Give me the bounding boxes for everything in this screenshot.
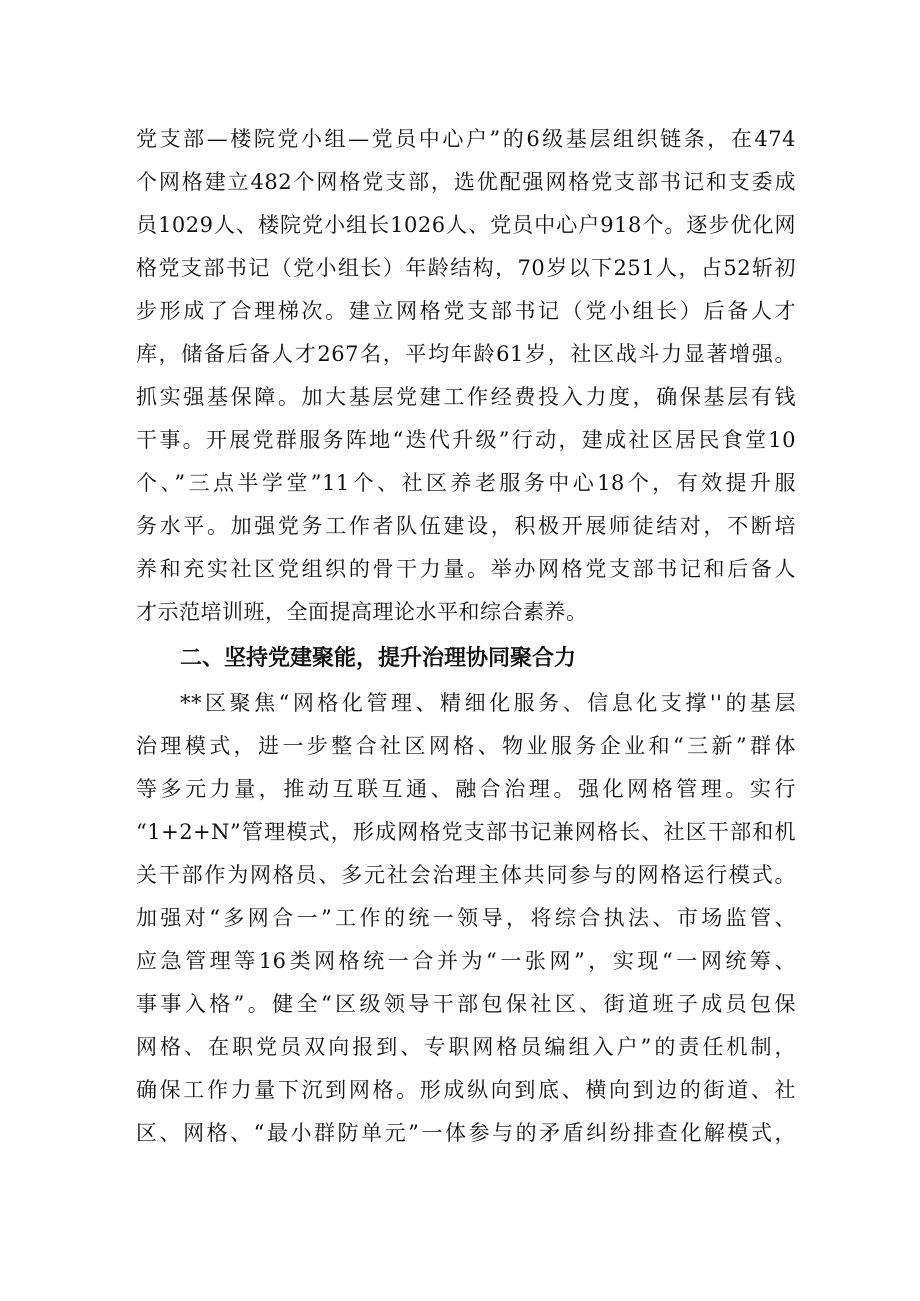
text-line: 治理模式，进一步整合社区网格、物业服务企业和“三新”群体 [136,734,796,758]
text-line: 确保工作力量下沉到网格。形成纵向到底、横向到边的街道、社 [136,1078,796,1102]
text-line: 格党支部书记（党小组长）年龄结构，70岁以下251人，占52斩初 [136,256,796,280]
text-line: 加强对“多网合一”工作的统一领导，将综合执法、市场监管、 [136,906,796,930]
text-line: 党支部—楼院党小组—党员中心户”的6级基层组织链条，在474 [136,127,796,151]
text-line: 员1029人、楼院党小组长1026人、党员中心户918个。逐步优化网 [136,213,796,237]
paragraph-2 [136,682,796,1155]
text-line: 应急管理等16类网格统一合并为“一张网”，实现“一网统筹、 [136,949,796,973]
section-heading: 二、坚持党建聚能，提升治理协同聚合力 [180,646,577,671]
paragraph-1 [136,118,796,634]
text-line: 抓实强基保障。加大基层党建工作经费投入力度，确保基层有钱 [136,385,796,409]
document-body [136,118,796,1155]
text-line: 区、网格、“最小群防单元”一体参与的矛盾纠纷排查化解模式， [136,1121,796,1145]
text-line: 干事。开展党群服务阵地“迭代升级”行动，建成社区居民食堂10 [136,428,796,452]
text-line: 等多元力量，推动互联互通、融合治理。强化网格管理。实行 [136,777,796,801]
text-line: 养和充实社区党组织的骨干力量。举办网格党支部书记和后备人 [136,557,796,581]
text-line: “1+2+N”管理模式，形成网格党支部书记兼网格长、社区干部和机 [136,820,796,844]
text-line: 库，储备后备人才267名，平均年龄61岁，社区战斗力显著增强。 [136,342,796,366]
text-line: 步形成了合理梯次。建立网格党支部书记（党小组长）后备人才 [136,299,796,323]
text-line: 个网格建立482个网格党支部，选优配强网格党支部书记和支委成 [136,170,796,194]
text-line: 才示范培训班，全面提高理论水平和综合素养。 [136,600,588,624]
text-line: 关干部作为网格员、多元社会治理主体共同参与的网格运行模式。 [136,863,796,887]
text-line: **区聚焦“网格化管理、精细化服务、信息化支撑''的基层 [180,691,796,715]
text-line: 务水平。加强党务工作者队伍建设，积极开展师徒结对，不断培 [136,514,796,538]
text-line: 网格、在职党员双向报到、专职网格员编组入户”的责任机制， [136,1035,796,1059]
text-line: 个、”三点半学堂”11个、社区养老服务中心18个，有效提升服 [136,471,796,495]
text-line: 事事入格”。健全“区级领导干部包保社区、街道班子成员包保 [136,992,796,1016]
